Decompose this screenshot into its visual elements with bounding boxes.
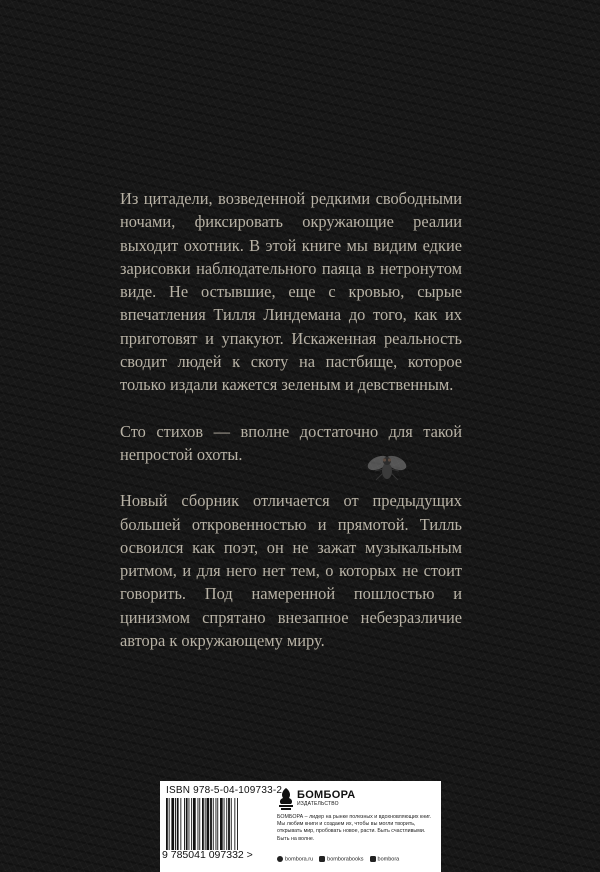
blurb-paragraph-1: Из цитадели, возведенной редкими свободными ночами, фиксировать окружающие реалии выходит охотник. В этой книге мы видим едкие зарисовки наблюдательного паяца в нетронутом виде. Не остывшие, еще с кровью, сырые впечатления Тилля Линдемана до того, как их приготовят и упакуют. Искаженная реальность сводит людей к скоту на пастбище, которое только издали кажется зеленым и девственным. xyxy=(120,189,462,395)
barcode-bar xyxy=(210,798,212,850)
barcode-panel xyxy=(160,781,441,872)
barcode-bar xyxy=(189,798,190,850)
blurb-text xyxy=(120,187,462,675)
barcode-bar xyxy=(217,798,218,850)
publisher-name: БОМБОРА xyxy=(297,789,356,801)
barcode-bar xyxy=(231,798,232,850)
barcode-bar xyxy=(166,798,168,850)
barcode-bar xyxy=(169,798,170,850)
barcode-bar xyxy=(237,798,238,850)
barcode-bar xyxy=(207,798,210,850)
publisher-subtitle: ИЗДАТЕЛЬСТВО xyxy=(297,801,339,807)
social-label-1: bomborabooks xyxy=(327,856,364,863)
site-contact xyxy=(277,856,313,862)
barcode-bar xyxy=(216,798,217,850)
barcode-bar xyxy=(177,798,179,850)
barcode-bar xyxy=(226,798,227,850)
barcode-bar xyxy=(228,798,230,850)
barcode-image xyxy=(166,798,264,850)
fly-icon xyxy=(365,447,409,487)
barcode-bar xyxy=(205,798,206,850)
barcode-bar xyxy=(202,798,204,850)
barcode-digits: 9 785041 097332 > xyxy=(162,849,253,861)
barcode-bar xyxy=(184,798,185,850)
social-network-icon-2 xyxy=(370,856,376,862)
barcode-bar xyxy=(191,798,192,850)
isbn-label: ISBN 978-5-04-109733-2 xyxy=(166,785,283,796)
blurb-paragraph-2: Сто стихов — вполне достаточно для такой непростой охоты. xyxy=(120,421,462,464)
publisher-contacts xyxy=(277,856,439,862)
barcode-bar xyxy=(186,798,188,850)
site-label: bombora.ru xyxy=(285,856,314,863)
social-network-icon xyxy=(319,856,325,862)
barcode-bar xyxy=(220,798,223,850)
social-contact-2 xyxy=(370,856,400,862)
barcode-bar xyxy=(199,798,200,850)
bombora-logo-icon xyxy=(277,787,295,811)
social-label-2: bombora xyxy=(377,856,400,863)
barcode-bar xyxy=(198,798,199,850)
barcode-bar xyxy=(171,798,174,850)
blurb-paragraph-3: Новый сборник отличается от предыдущих большей откровенностью и прямотой. Тилль освоился как поэт, он не зажат музыкальным ритмом, и для него нет тем, о которых не стоит говорить. Под намеренной пошлостью и цинизмом спрятано внезапное небезразличие автора к окружающему миру. xyxy=(120,491,462,651)
social-contact-1 xyxy=(319,856,363,862)
barcode-bar xyxy=(175,798,176,850)
barcode-bar xyxy=(193,798,196,850)
barcode-bar xyxy=(180,798,181,850)
barcode-bar xyxy=(234,798,235,850)
globe-icon xyxy=(277,856,283,862)
barcode-bar xyxy=(213,798,214,850)
barcode-bar xyxy=(224,798,225,850)
publisher-description: БОМБОРА – лидер на рынке полезных и вдохновляющих книг. Мы любим книги и создаем их, чтобы вы могли творить, открывать мир, пробовать новое, расти. Быть счастливыми. Быть на волне. xyxy=(277,814,432,842)
